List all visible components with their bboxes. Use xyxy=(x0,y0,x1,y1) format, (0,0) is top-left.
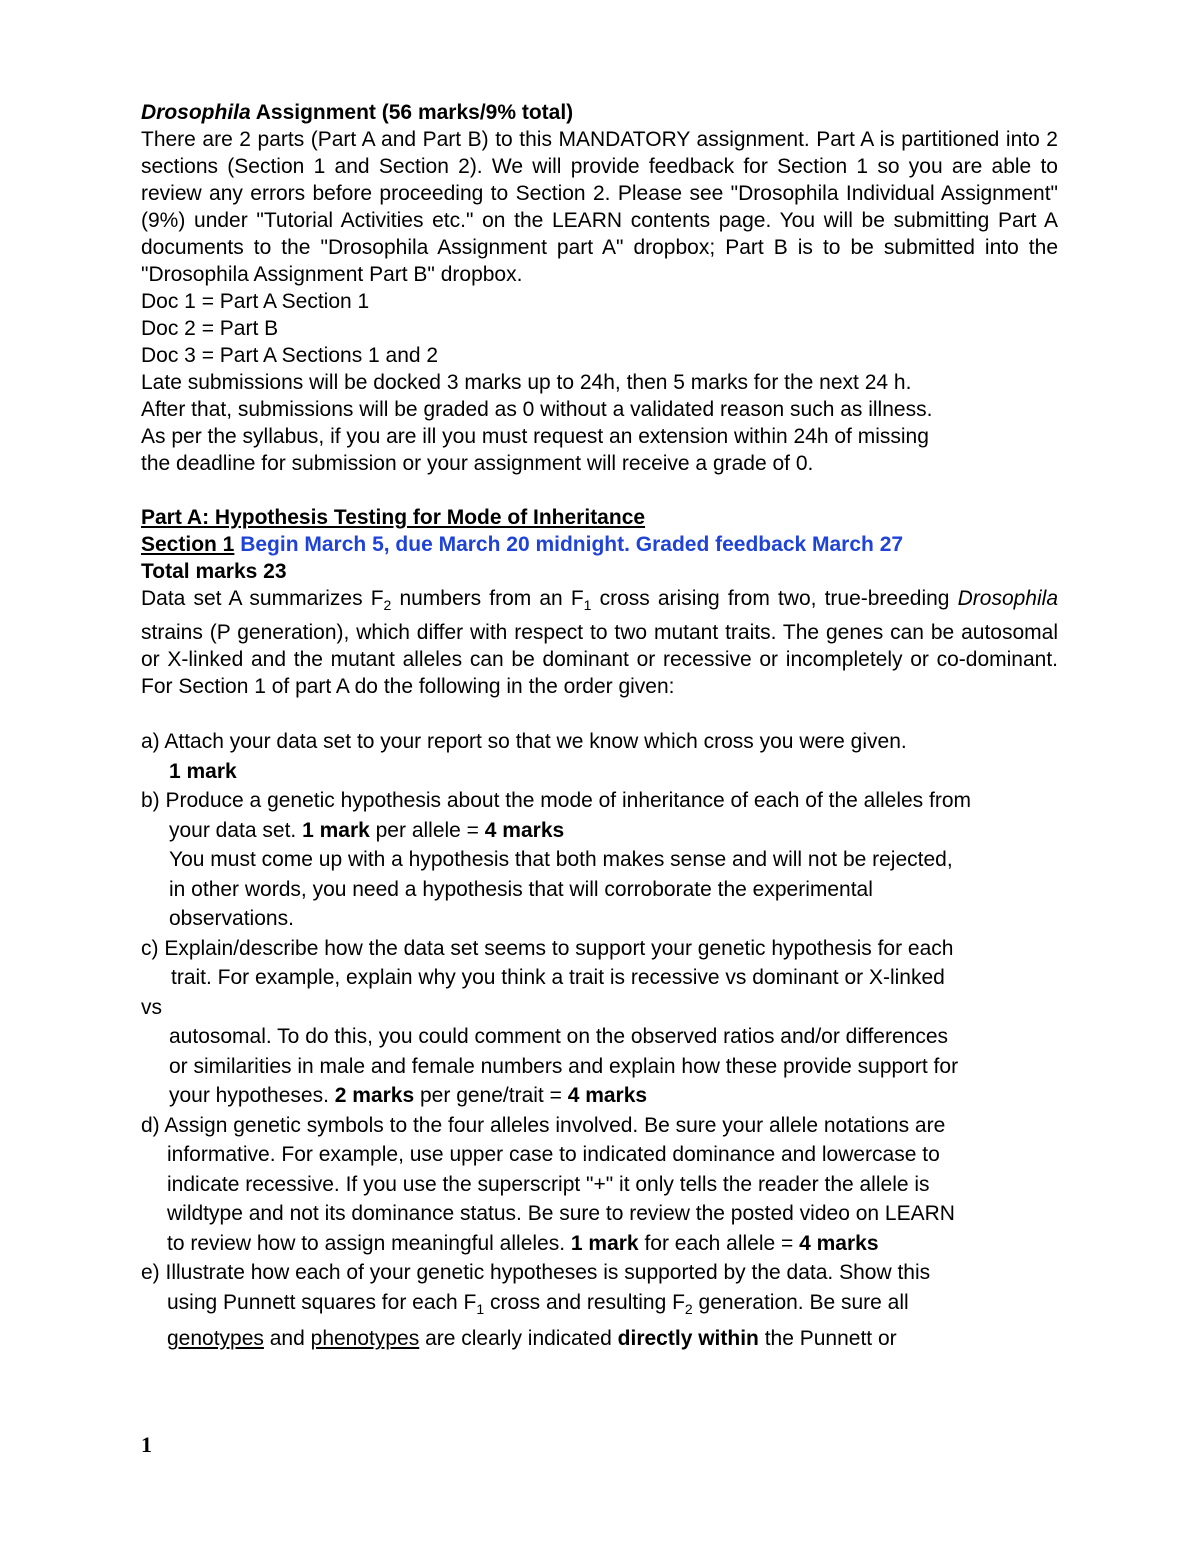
item-d-marks: to review how to assign meaningful alleles. 1 mark for each allele = 4 marks xyxy=(167,1231,879,1255)
item-b-line-4: in other words, you need a hypothesis that will corroborate the experimental xyxy=(169,877,873,901)
item-b-text: b) Produce a genetic hypothesis about the mode of inheritance of each of the alleles from xyxy=(141,789,972,813)
item-c-marks: your hypotheses. 2 marks per gene/trait = 4 marks xyxy=(169,1084,648,1108)
item-d-line-4: wildtype and not its dominance status. Be sure to review the posted video on LEARN xyxy=(167,1202,955,1226)
item-d-line-3: indicate recessive. If you use the superscript "+" it only tells the reader the allele is xyxy=(167,1172,930,1196)
doc-2-line: Doc 2 = Part B xyxy=(141,317,279,340)
item-b-line-5: observations. xyxy=(169,907,294,931)
intro-paragraph: There are 2 parts (Part A and Part B) to this MANDATORY assignment. Part A is partitioned into 2 sections (Section 1 and Section 2). We will provide feedback for Section 1 so you are able to review any errors before proceeding to Section 2. Please see "Drosophila Individual Assignment" (9%) under "Tutorial Activities etc." on the LEARN contents page. You will be submitting Part A documents to the "Drosophila Assignment part A" dropbox; Part B is to be submitted into the "Drosophila Assignment Part B" dropbox. xyxy=(141,128,1058,286)
item-b-marks: your data set. 1 mark per allele = 4 marks xyxy=(169,818,565,842)
late-policy-line-1: Late submissions will be docked 3 marks up to 24h, then 5 marks for the next 24 h. xyxy=(141,371,912,394)
doc-3-line: Doc 3 = Part A Sections 1 and 2 xyxy=(141,344,439,367)
item-e-line-3: genotypes and phenotypes are clearly indicated directly within the Punnett or xyxy=(167,1327,897,1351)
assignment-title: Drosophila Assignment (56 marks/9% total) xyxy=(141,101,574,124)
item-d-line-2: informative. For example, use upper case to indicated dominance and lowercase to xyxy=(167,1143,940,1167)
page-number: 1 xyxy=(141,1432,152,1457)
section-1-heading: Section 1 Begin March 5, due March 20 midnight. Graded feedback March 27 xyxy=(141,533,904,556)
item-c-line-3: vs xyxy=(141,995,162,1019)
item-c-line-4: autosomal. To do this, you could comment on the observed ratios and/or differences xyxy=(169,1025,949,1049)
part-a-heading: Part A: Hypothesis Testing for Mode of Inheritance xyxy=(141,506,646,529)
item-a-marks: 1 mark xyxy=(169,759,237,783)
item-e-line-2: using Punnett squares for each $F_1$ cross and resulting $F_2$ generation. Be sure all xyxy=(167,1290,909,1317)
late-policy-line-3: As per the syllabus, if you are ill you must request an extension within 24h of missing xyxy=(141,425,929,448)
document-page xyxy=(141,99,1058,1354)
item-b-line-3: You must come up with a hypothesis that both makes sense and will not be rejected, xyxy=(169,848,953,872)
item-c-line-1: c) Explain/describe how the data set seems to support your genetic hypothesis for each xyxy=(141,936,954,960)
data-set-description: Data set A summarizes $F_2$ numbers from an $F_1$ cross arising from two, true-breeding Drosophila strains (P generation), which differ with respect to two mutant traits. The genes can be autosomal or X-linked and the mutant alleles can be dominant or recessive or incompletely or co-dominant. For Section 1 of part A do the following in the order given: xyxy=(141,587,1058,699)
total-marks: Total marks 23 xyxy=(141,560,287,583)
late-policy-line-4: the deadline for submission or your assignment will receive a grade of 0. xyxy=(141,452,814,475)
late-policy-line-2: After that, submissions will be graded as 0 without a validated reason such as illness. xyxy=(141,398,933,421)
item-a-text: a) Attach your data set to your report so that we know which cross you were given. xyxy=(141,730,907,754)
item-e-line-1: e) Illustrate how each of your genetic hypotheses is supported by the data. Show this xyxy=(141,1261,931,1285)
item-c-line-5: or similarities in male and female numbers and explain how these provide support for xyxy=(169,1054,959,1078)
item-c-line-2: trait. For example, explain why you think a trait is recessive vs dominant or X-linked xyxy=(171,966,945,990)
doc-1-line: Doc 1 = Part A Section 1 xyxy=(141,290,370,313)
item-d-line-1: d) Assign genetic symbols to the four alleles involved. Be sure your allele notations are xyxy=(141,1113,946,1137)
